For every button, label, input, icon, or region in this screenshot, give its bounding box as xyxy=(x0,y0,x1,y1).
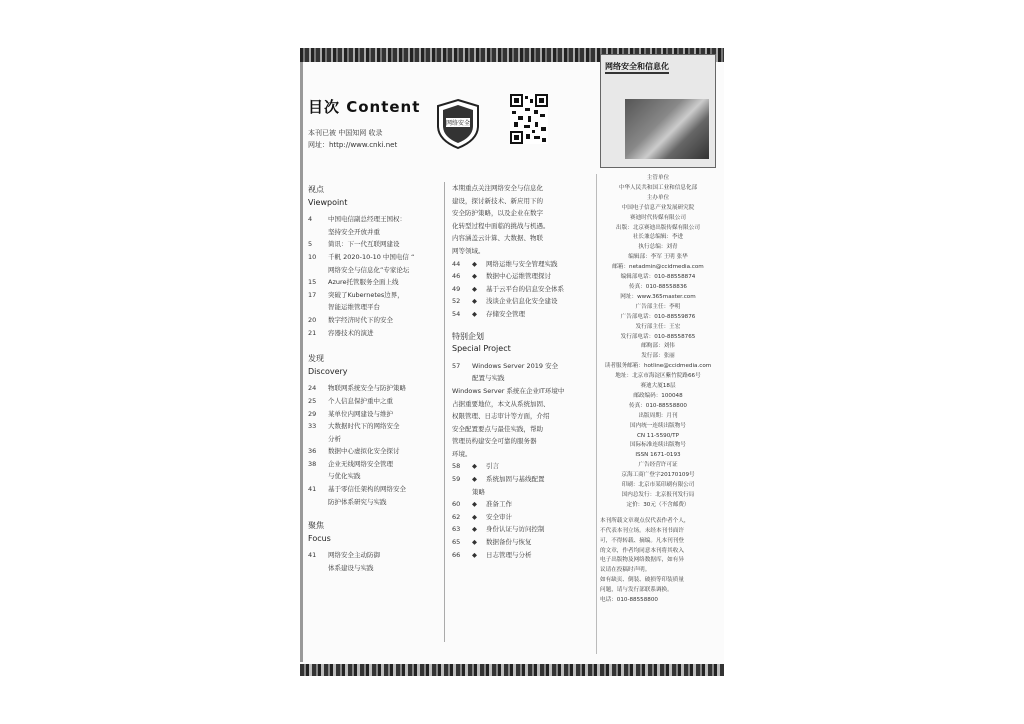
colophon-line: 执行总编：刘青 xyxy=(638,244,678,251)
toc-entry[interactable] xyxy=(308,251,440,264)
entry-title: 存储安全管理 xyxy=(486,309,525,318)
intro-paragraph xyxy=(452,182,592,258)
indexed-line: 本刊已被 中国知网 收录 xyxy=(308,129,383,137)
shield-badge-icon xyxy=(434,98,482,150)
toc-entry[interactable] xyxy=(452,460,592,473)
diamond-bullet-icon: ◆ xyxy=(472,550,477,559)
toc-entry[interactable] xyxy=(308,395,440,408)
toc-entry[interactable] xyxy=(452,511,592,524)
page-number: 63 xyxy=(452,525,461,534)
diamond-bullet-icon: ◆ xyxy=(472,525,477,534)
copyright-note: 本刊所载文章观点仅代表作者个人， xyxy=(600,517,690,524)
entry-title: 企业无线网络安全管理 xyxy=(328,459,393,468)
copyright-note: 议请在投稿时声明。 xyxy=(600,567,651,574)
page-number: 57 xyxy=(452,361,461,370)
page-number: 25 xyxy=(308,396,317,405)
colophon-line: 出版：北京赛迪出版传媒有限公司 xyxy=(616,224,700,231)
page-number: 60 xyxy=(452,500,461,509)
scan-edge-left xyxy=(300,62,303,662)
diamond-bullet-icon: ◆ xyxy=(472,538,477,547)
entry-title: 安全审计 xyxy=(486,512,512,521)
intro-line: 建设，探讨新技术、新应用下的 xyxy=(452,196,543,205)
diamond-bullet-icon: ◆ xyxy=(472,475,477,484)
page-number: 5 xyxy=(308,240,313,249)
colophon-line: 读者服务邮箱：hotline@ccidmedia.com xyxy=(604,363,712,370)
toc-entry[interactable] xyxy=(452,258,592,271)
toc-entry[interactable] xyxy=(452,360,592,373)
toc-entry[interactable] xyxy=(452,270,592,283)
entry-title: 引言 xyxy=(486,462,499,471)
entry-title: 突破了Kubernetes边界， xyxy=(328,290,404,299)
section-focus xyxy=(308,520,440,574)
toc-entry[interactable] xyxy=(452,473,592,486)
toc-entry[interactable] xyxy=(452,283,592,296)
entry-title: 数据备份与恢复 xyxy=(486,538,532,547)
page-number: 24 xyxy=(308,384,317,393)
entry-title: 中国电信副总经理王国权： xyxy=(328,215,406,224)
entry-title: 基于云平台的信息安全体系 xyxy=(486,284,564,293)
column-divider xyxy=(596,174,597,654)
diamond-bullet-icon: ◆ xyxy=(472,309,477,318)
toc-entry[interactable] xyxy=(308,458,440,471)
section-special-project xyxy=(452,331,592,562)
toc-entry[interactable] xyxy=(452,308,592,321)
copyright-note: 电子出版物及网络数据库，如有异 xyxy=(600,557,684,564)
entry-continuation: 分析 xyxy=(328,434,341,443)
copyright-note: 不代表本刊立场。未经本刊书面许 xyxy=(600,527,684,534)
entry-title: 网络安全主动防御 xyxy=(328,551,380,560)
entry-title: 日志管理与分析 xyxy=(486,550,532,559)
colophon-line: 出版周期：月刊 xyxy=(638,412,678,419)
colophon-line: ISSN 1671-0193 xyxy=(635,452,681,459)
copyright-note: 可，不得转载、摘编。凡本刊刊登 xyxy=(600,537,684,544)
url-line: 网址：http://www.cnki.net xyxy=(308,141,398,149)
entry-title: 千帆 2020-10-10 中国电信 “ xyxy=(328,252,415,261)
copyright-note: 的文章，作者均同意本刊将其收入 xyxy=(600,547,684,554)
colophon-line: 发行部：张丽 xyxy=(641,353,675,360)
page-number: 66 xyxy=(452,550,461,559)
toc-entry[interactable] xyxy=(452,549,592,562)
entry-title: 个人信息保护重中之重 xyxy=(328,396,393,405)
entry-continuation: 智能运维管理平台 xyxy=(328,303,380,312)
section-title-en: Focus xyxy=(308,533,331,543)
special-summary xyxy=(452,385,592,461)
entry-continuation: 策略 xyxy=(472,487,485,496)
toc-entry[interactable] xyxy=(308,213,440,226)
section-title-en: Special Project xyxy=(452,344,511,354)
entry-title: 浅谈企业信息化安全建设 xyxy=(486,297,558,306)
section-title-cn: 聚焦 xyxy=(308,521,324,531)
summary-line: 占据重要地位，本文从系统加固、 xyxy=(452,399,550,408)
toc-entry[interactable] xyxy=(308,445,440,458)
colophon-line: 传真：010-88558836 xyxy=(629,283,687,290)
page-number: 62 xyxy=(452,512,461,521)
badge-text: 网络安全 xyxy=(445,120,471,127)
colophon-line: 编辑部：李军 王明 张华 xyxy=(628,254,688,261)
section-title-en: Viewpoint xyxy=(308,197,348,207)
page-number: 65 xyxy=(452,538,461,547)
entry-title: 某单位内网建设与维护 xyxy=(328,409,393,418)
colophon-line: 国内总发行：北京报刊发行局 xyxy=(621,492,695,498)
colophon-line: 国际标准连续出版物号 xyxy=(630,442,686,449)
colophon-line: 邮政编码：100048 xyxy=(633,392,683,399)
cover-image xyxy=(625,99,709,159)
page-number: 10 xyxy=(308,252,317,261)
colophon-line: 网址：www.365master.com xyxy=(620,293,696,300)
summary-line: Windows Server 系统在企业IT环境中 xyxy=(452,386,565,395)
colophon-line: 编辑部电话：010-88558874 xyxy=(620,274,696,281)
page-number: 44 xyxy=(452,259,461,268)
intro-line: 内容涵盖云计算、大数据、物联 xyxy=(452,234,543,243)
entry-title: 物联网系统安全与防护策略 xyxy=(328,384,406,393)
toc-entry[interactable] xyxy=(308,549,440,562)
summary-line: 管理员构建安全可靠的服务器 xyxy=(452,437,537,446)
colophon-line: 邮购部：刘伟 xyxy=(641,343,675,350)
toc-entry[interactable] xyxy=(452,295,592,308)
section-viewpoint xyxy=(308,184,440,339)
colophon-line: 印刷：北京市某印刷有限公司 xyxy=(621,482,695,489)
entry-title: 简讯：下一代互联网建设 xyxy=(328,240,400,249)
page-number: 15 xyxy=(308,278,317,287)
diamond-bullet-icon: ◆ xyxy=(472,272,477,281)
diamond-bullet-icon: ◆ xyxy=(472,297,477,306)
colophon-line: 广告经营许可证 xyxy=(638,462,678,469)
toc-column-1 xyxy=(308,178,440,575)
page-number: 20 xyxy=(308,315,317,324)
entry-title: 系统加固与基线配置 xyxy=(486,475,545,484)
colophon-line: 国内统一连续出版物号 xyxy=(630,422,686,429)
page-number: 29 xyxy=(308,409,317,418)
entry-title: 数据中心运维管理探讨 xyxy=(486,272,551,281)
entry-title: 准备工作 xyxy=(486,500,512,509)
entry-continuation: 防护体系研究与实践 xyxy=(328,497,387,506)
toc-entry[interactable] xyxy=(452,498,592,511)
colophon-line: 发行部主任：王宏 xyxy=(635,323,681,330)
entry-continuation: 网络安全与信息化”专家论坛 xyxy=(328,265,410,274)
summary-line: 环境。 xyxy=(452,449,472,458)
entry-title: 基于零信任架构的网络安全 xyxy=(328,485,406,494)
colophon-line: 邮箱：netadmin@ccidmedia.com xyxy=(612,264,704,271)
intro-line: 化转型过程中面临的挑战与机遇。 xyxy=(452,221,550,230)
colophon-line: 传真：010-88558800 xyxy=(629,402,687,409)
scan-edge-bottom xyxy=(300,664,724,676)
toc-entry[interactable] xyxy=(308,408,440,421)
entry-title: 容器技术的演进 xyxy=(328,328,374,337)
toc-entry[interactable] xyxy=(308,238,440,251)
colophon-line: 京海工商广登字20170109号 xyxy=(621,472,695,479)
entry-title: 大数据时代下的网络安全 xyxy=(328,422,400,431)
colophon-line: 发行部电话：010-88558765 xyxy=(620,333,696,340)
diamond-bullet-icon: ◆ xyxy=(472,500,477,509)
toc-entry[interactable] xyxy=(308,420,440,433)
colophon-line: CN 11-5590/TP xyxy=(637,432,679,439)
colophon-line: 地址：北京市海淀区紫竹院路66号 xyxy=(615,373,701,380)
toc-entry[interactable] xyxy=(308,314,440,327)
colophon-line: 主办单位 xyxy=(646,194,670,201)
entry-continuation: 坚持安全开放并重 xyxy=(328,227,380,236)
column-divider xyxy=(444,182,445,642)
entry-continuation: 体系建设与实践 xyxy=(328,564,374,573)
colophon-line: 赛迪大厦18层 xyxy=(640,383,676,390)
intro-line: 安全防护策略，以及企业在数字 xyxy=(452,209,543,218)
toc-entry[interactable] xyxy=(308,327,440,340)
page-number: 58 xyxy=(452,462,461,471)
page-number: 46 xyxy=(452,272,461,281)
diamond-bullet-icon: ◆ xyxy=(472,462,477,471)
entry-title: 数字经济时代下的安全 xyxy=(328,315,393,324)
toc-entry[interactable] xyxy=(308,276,440,289)
diamond-bullet-icon: ◆ xyxy=(472,259,477,268)
copyright-note: 电话：010-88558800 xyxy=(600,597,658,604)
summary-line: 权限管理、日志审计等方面，介绍 xyxy=(452,412,550,421)
diamond-bullet-icon: ◆ xyxy=(472,284,477,293)
toc-entry[interactable] xyxy=(308,483,440,496)
page-number: 17 xyxy=(308,290,317,299)
section-discovery xyxy=(308,353,440,508)
page-number: 36 xyxy=(308,447,317,456)
page-number: 33 xyxy=(308,422,317,431)
summary-line: 安全配置要点与最佳实践，帮助 xyxy=(452,424,543,433)
entry-continuation: 配置与实践 xyxy=(472,374,505,383)
colophon xyxy=(600,174,716,606)
page-number: 54 xyxy=(452,309,461,318)
intro-line: 本期重点关注网络安全与信息化 xyxy=(452,184,543,192)
entry-title: 身份认证与访问控制 xyxy=(486,525,545,534)
entry-title: Azure托管服务全面上线 xyxy=(328,278,399,287)
page-number: 49 xyxy=(452,284,461,293)
page-number: 41 xyxy=(308,485,317,494)
magazine-page xyxy=(300,48,724,676)
toc-entry[interactable] xyxy=(452,536,592,549)
page-number: 4 xyxy=(308,215,313,224)
colophon-line: 广告部电话：010-88559876 xyxy=(620,313,696,320)
section-title-cn: 视点 xyxy=(308,185,324,194)
colophon-line: 广告部主任：李明 xyxy=(635,303,681,310)
page-number: 52 xyxy=(452,297,461,306)
page-number: 21 xyxy=(308,328,317,337)
colophon-line: 定价：30元（不含邮费） xyxy=(626,501,690,508)
qr-code-icon[interactable] xyxy=(510,94,548,144)
cover-title: 网络安全和信息化 xyxy=(605,61,669,74)
colophon-line: 赛迪时代传媒有限公司 xyxy=(630,214,686,221)
colophon-line: 主管单位 xyxy=(646,175,670,181)
page-number: 59 xyxy=(452,475,461,484)
contents-title: 目次 Content xyxy=(308,98,421,116)
colophon-line: 中国电子信息产业发展研究院 xyxy=(621,204,695,211)
cover-thumbnail[interactable] xyxy=(600,54,716,168)
entry-continuation: 与优化实践 xyxy=(328,472,361,481)
entry-title: Windows Server 2019 安全 xyxy=(472,361,559,370)
toc-entry[interactable] xyxy=(308,382,440,395)
colophon-line: 中华人民共和国工业和信息化部 xyxy=(618,184,698,191)
entry-title: 数据中心虚拟化安全探讨 xyxy=(328,447,400,456)
page-number: 38 xyxy=(308,459,317,468)
diamond-bullet-icon: ◆ xyxy=(472,512,477,521)
page-number: 41 xyxy=(308,551,317,560)
section-title-en: Discovery xyxy=(308,366,348,376)
copyright-note: 问题，请与发行部联系调换。 xyxy=(600,587,673,594)
colophon-line: 社长兼总编辑：李进 xyxy=(632,234,684,241)
section-title-cn: 特别企划 xyxy=(452,331,484,341)
copyright-note: 如有缺页、倒装、破损等印装质量 xyxy=(600,577,684,584)
toc-column-2 xyxy=(452,182,592,561)
toc-entry[interactable] xyxy=(308,289,440,302)
entry-title: 网络运维与安全管理实践 xyxy=(486,259,558,268)
intro-line: 网等领域。 xyxy=(452,246,485,255)
toc-entry[interactable] xyxy=(452,523,592,536)
section-title-cn: 发现 xyxy=(308,354,324,364)
